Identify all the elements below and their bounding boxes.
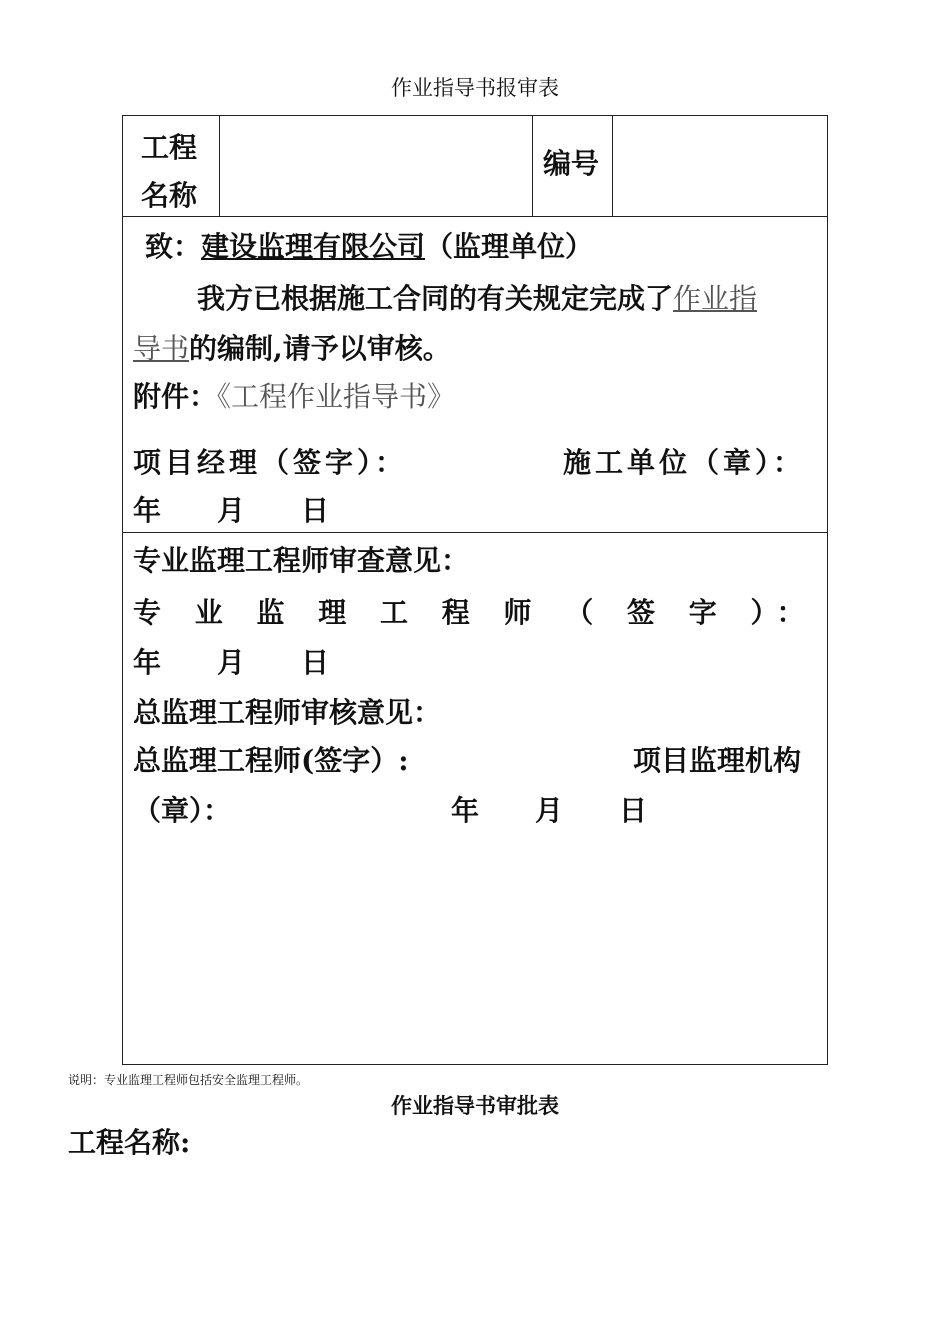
chief-sign-label: 总监理工程师(签字）: xyxy=(133,744,409,777)
project-name-label-cell xyxy=(123,116,220,216)
body-line-1-link: 作业指 xyxy=(673,282,758,315)
spec-opinion-label: 专业监理工程师审查意见： xyxy=(133,544,470,577)
body-line-2 xyxy=(133,327,451,367)
number-label: 编号 xyxy=(543,147,600,180)
pm-sign-label: 项目经理（签字）： xyxy=(133,446,408,479)
project-name-label: 工程名称 xyxy=(141,131,198,212)
org-seal-label-1: 项目监理机构 xyxy=(633,744,802,777)
project-name-value-cell[interactable] xyxy=(220,116,533,216)
addressee-prefix: 致： xyxy=(145,230,202,263)
date-line-1: 年 月 日 xyxy=(133,494,330,527)
spec-sign-label: 专 业 监 理 工 程 师 （ 签 字 ）： xyxy=(133,596,817,629)
report-title: 作业指导书报审表 xyxy=(391,76,559,100)
approval-project-name-label: 工程名称: xyxy=(68,1126,191,1159)
number-label-cell xyxy=(533,116,613,216)
submission-section xyxy=(123,217,827,533)
org-seal-label-2: （章）： xyxy=(133,794,232,827)
contractor-seal-label: 施工单位（章）： xyxy=(563,446,806,479)
attachment-value: 《工程作业指导书》 xyxy=(217,380,456,413)
addressee-company: 建设监理有限公司 xyxy=(201,230,426,263)
chief-opinion-label: 总监理工程师审核意见： xyxy=(133,696,442,729)
footnote: 说明：专业监理工程师包括安全监理工程师。 xyxy=(68,1073,309,1087)
number-value-cell[interactable] xyxy=(613,116,829,216)
attachment-line xyxy=(133,375,455,415)
body-line-1-text: 我方已根据施工合同的有关规定完成了 xyxy=(197,282,674,315)
approval-title: 作业指导书审批表 xyxy=(391,1094,559,1118)
body-line-2-text: 的编制,请予以审核。 xyxy=(189,332,451,365)
header-row xyxy=(123,116,827,217)
addressee-suffix: （监理单位） xyxy=(425,230,594,263)
date-line-3: 年 月 日 xyxy=(451,794,648,827)
body-line-2-link: 导书 xyxy=(133,332,190,365)
review-section xyxy=(123,533,827,1063)
attachment-label: 附件： xyxy=(133,380,218,413)
report-form xyxy=(122,115,828,1065)
date-line-2: 年 月 日 xyxy=(133,646,330,679)
body-line-1 xyxy=(197,277,757,317)
addressee-line xyxy=(145,225,593,265)
